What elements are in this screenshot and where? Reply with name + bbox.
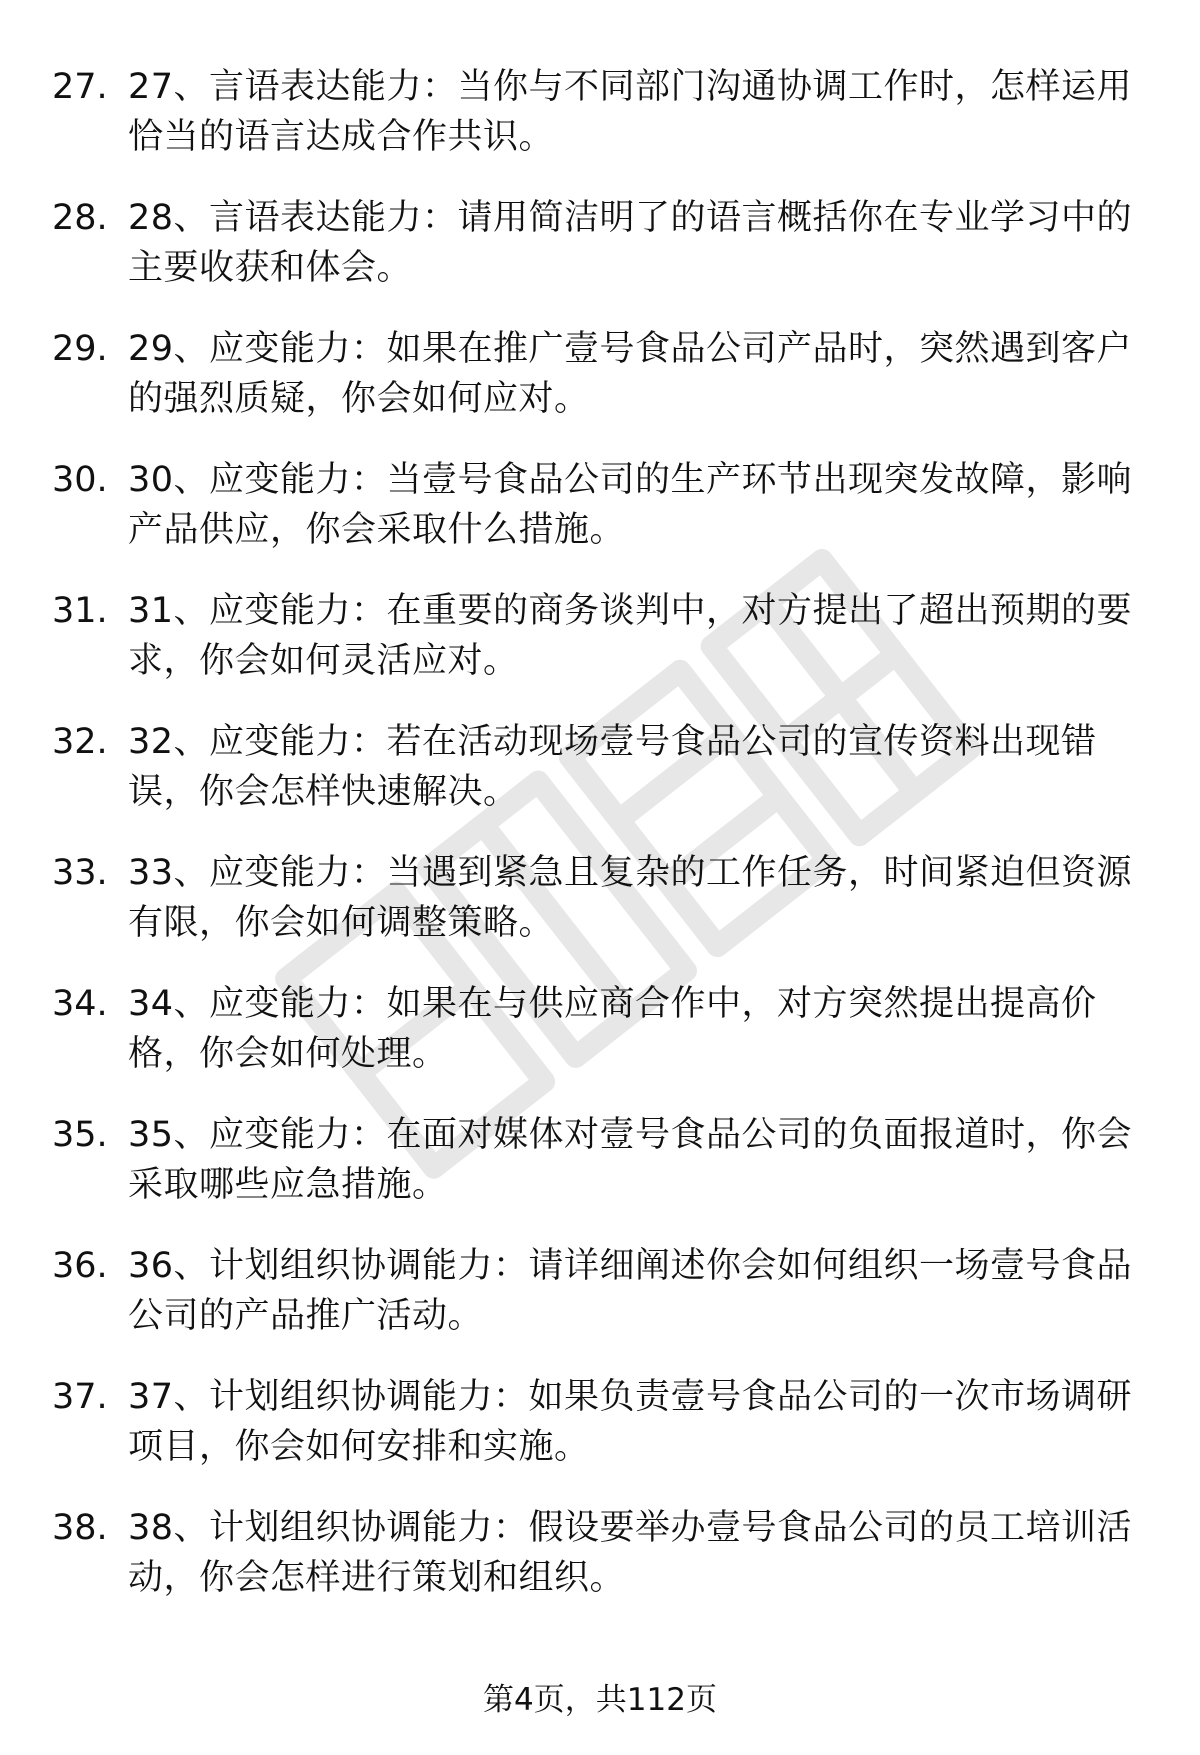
item-number: 32. [52,722,108,762]
item-number: 30. [52,460,108,500]
item-text: 35、应变能力：在面对媒体对壹号食品公司的负面报道时，你会采取哪些应急措施。 [128,1115,1133,1205]
list-item [0,62,1200,193]
list-item [0,1110,1200,1241]
item-text: 29、应变能力：如果在推广壹号食品公司产品时，突然遇到客户的强烈质疑，你会如何应对。 [128,329,1133,419]
item-text: 33、应变能力：当遇到紧急且复杂的工作任务，时间紧迫但资源有限，你会如何调整策略。 [128,853,1133,943]
item-number: 38. [52,1508,108,1548]
list-item [0,979,1200,1110]
item-text: 28、言语表达能力：请用简洁明了的语言概括你在专业学习中的主要收获和体会。 [128,198,1133,288]
item-text: 38、计划组织协调能力：假设要举办壹号食品公司的员工培训活动，你会怎样进行策划和组织。 [128,1508,1133,1598]
list-item [0,324,1200,455]
page-footer [0,1680,1200,1720]
list-item [0,848,1200,979]
list-item [0,1503,1200,1634]
item-text: 37、计划组织协调能力：如果负责壹号食品公司的一次市场调研项目，你会如何安排和实施。 [128,1377,1133,1467]
item-number: 36. [52,1246,108,1286]
question-list [0,62,1200,1634]
item-number: 31. [52,591,108,631]
item-text: 30、应变能力：当壹号食品公司的生产环节出现突发故障，影响产品供应，你会采取什么措施。 [128,460,1133,550]
list-item [0,455,1200,586]
item-number: 37. [52,1377,108,1417]
item-text: 31、应变能力：在重要的商务谈判中，对方提出了超出预期的要求，你会如何灵活应对。 [128,591,1133,681]
list-item [0,717,1200,848]
item-number: 29. [52,329,108,369]
list-item [0,193,1200,324]
item-text: 32、应变能力：若在活动现场壹号食品公司的宣传资料出现错误，你会怎样快速解决。 [128,722,1097,812]
item-number: 28. [52,198,108,238]
page-number-label: 第4页，共112页 [483,1682,717,1718]
item-text: 36、计划组织协调能力：请详细阐述你会如何组织一场壹号食品公司的产品推广活动。 [128,1246,1133,1336]
item-number: 34. [52,984,108,1024]
item-number: 33. [52,853,108,893]
list-item [0,1372,1200,1503]
item-number: 35. [52,1115,108,1155]
list-item [0,1241,1200,1372]
item-text: 34、应变能力：如果在与供应商合作中，对方突然提出提高价格，你会如何处理。 [128,984,1097,1074]
list-item [0,586,1200,717]
item-number: 27. [52,67,108,107]
item-text: 27、言语表达能力：当你与不同部门沟通协调工作时，怎样运用恰当的语言达成合作共识。 [128,67,1133,157]
